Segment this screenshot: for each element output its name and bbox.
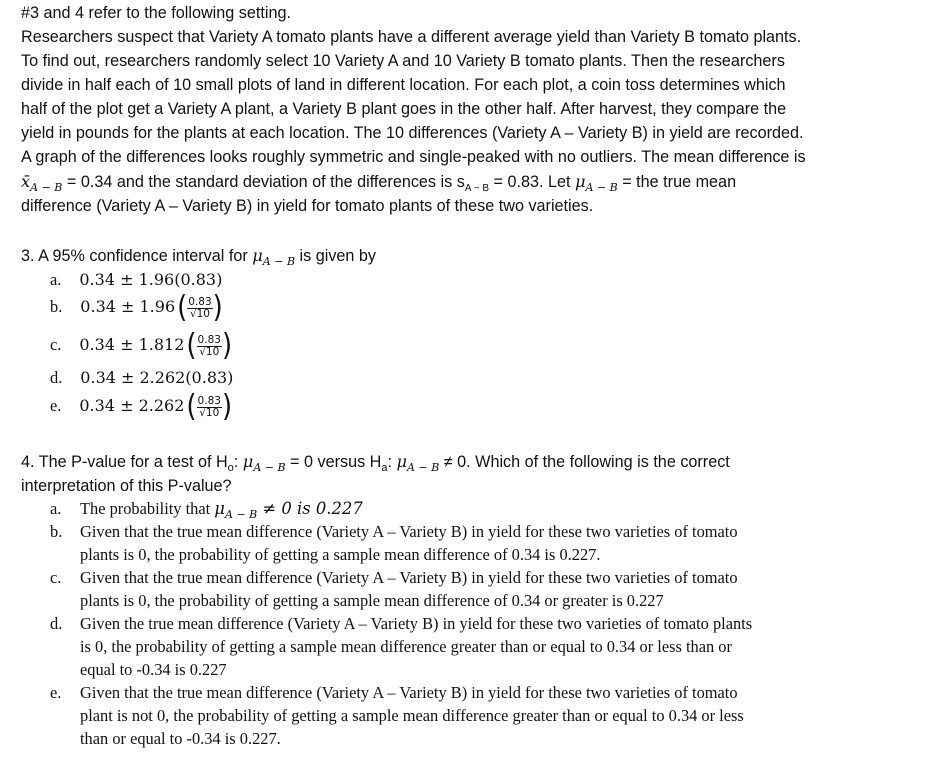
- mean-statement: = 0.34 and the standard deviation of the differences is s: [62, 173, 465, 191]
- sd-subscript: A − B: [464, 183, 489, 194]
- question-4-versus: = 0 versus H: [285, 453, 382, 471]
- setting-line: half of the plot get a Variety A plant, a Variety B plant goes in the other half. After harvest, they compare the: [21, 100, 787, 118]
- option-letter: a.: [50, 499, 62, 518]
- option-letter: d.: [50, 368, 63, 387]
- question-4-text-end: ≠ 0. Which of the following is the correct: [439, 453, 730, 471]
- question-4-colon: :: [387, 453, 397, 471]
- option-expression: 0.34 ± 1.96: [80, 297, 176, 316]
- option-letter: c.: [50, 335, 62, 354]
- setting-line: divide in half each of 10 small plots of land in different location. For each plot, a coin toss determines which: [21, 76, 786, 94]
- option-text-line: Given that the true mean difference (Variety A – Variety B) in yield for these two varieties of tomato: [80, 683, 738, 702]
- q3-option-b[interactable]: [50, 291, 223, 326]
- q4-option-e[interactable]: [50, 681, 920, 753]
- option-text-line: Given that the true mean difference (Variety A – Variety B) in yield for these two varieties of tomato: [80, 568, 738, 587]
- setting-line: difference (Variety A – Variety B) in yield for tomato plants of these two varieties.: [21, 197, 594, 215]
- mu-definition: = the true mean: [617, 173, 737, 191]
- xbar-symbol: x̄: [21, 172, 31, 191]
- setting-heading: #3 and 4 refer to the following setting.: [21, 4, 291, 22]
- fraction-numerator: 0.83: [188, 295, 212, 308]
- fraction: ( $\frac{0.83}{√10}$ ): [177, 291, 223, 326]
- mu-subscript: A − B: [253, 461, 286, 474]
- fraction-numerator: 0.83: [197, 333, 221, 346]
- fraction: ( $\frac{0.83}{√10}$ ): [186, 390, 233, 425]
- question-4-text: 4. The P-value for a test of H: [21, 453, 228, 471]
- mu-symbol: μ: [574, 172, 586, 191]
- option-text-line: plant is not 0, the probability of getting a sample mean difference greater than or equal to 0.34 or less: [80, 706, 744, 725]
- fraction-denominator: √10: [199, 406, 220, 419]
- option-expression: 0.34 ± 1.812: [79, 335, 185, 354]
- q4-option-b[interactable]: [50, 520, 920, 568]
- mu-subscript: A − B: [585, 181, 618, 194]
- question-3-stem: [21, 244, 376, 270]
- option-expression: 0.34 ± 1.96(0.83): [79, 270, 223, 289]
- mu-symbol: μ: [252, 246, 263, 265]
- q4-option-c[interactable]: [50, 566, 920, 614]
- option-text-line: plants is 0, the probability of getting a sample mean difference of 0.34 is 0.227.: [80, 545, 601, 564]
- sd-statement: = 0.83. Let: [489, 173, 575, 191]
- q3-option-a[interactable]: [50, 268, 222, 293]
- setting-line: A graph of the differences looks roughly symmetric and single-peaked with no outliers. The mean difference is: [21, 148, 806, 166]
- h0-subscript: o: [227, 462, 234, 474]
- option-letter: c.: [50, 568, 62, 587]
- setting-line-statistics: [21, 170, 736, 197]
- option-expression: 0.34 ± 2.262: [79, 396, 185, 415]
- mu-subscript: A − B: [224, 508, 258, 521]
- setting-line: Researchers suspect that Variety A tomato plants have a different average yield than Variety B tomato plants.: [21, 28, 802, 46]
- question-3-text: 3. A 95% confidence interval for: [21, 247, 253, 265]
- option-letter: a.: [50, 270, 62, 289]
- option-text-line: equal to -0.34 is 0.227: [80, 660, 227, 679]
- fraction-numerator: 0.83: [197, 394, 221, 407]
- option-text-line: Given that the true mean difference (Variety A – Variety B) in yield for these two varieties of tomato: [80, 522, 738, 541]
- setting-line: To find out, researchers randomly select 10 Variety A and 10 Variety B tomato plants. Then the researchers: [21, 52, 785, 70]
- option-text-line: than or equal to -0.34 is 0.227.: [80, 729, 281, 748]
- option-letter: b.: [50, 297, 63, 316]
- question-3-text-end: is given by: [295, 247, 377, 265]
- fraction-denominator: √10: [199, 345, 220, 358]
- ha-subscript: a: [381, 462, 388, 474]
- fraction-denominator: √10: [189, 307, 210, 320]
- option-text-start: The probability that: [80, 499, 215, 518]
- option-letter: b.: [50, 522, 63, 541]
- question-4-stem: [21, 450, 730, 476]
- mu-symbol: μ: [214, 499, 225, 518]
- option-letter: e.: [50, 683, 62, 702]
- q4-option-d[interactable]: [50, 612, 920, 684]
- q3-option-e[interactable]: [50, 390, 233, 425]
- option-text-line: plants is 0, the probability of getting a sample mean difference of 0.34 or greater is 0.227: [80, 591, 664, 610]
- option-text-end: ≠ 0 is 0.227: [257, 499, 363, 518]
- mu-symbol: μ: [242, 452, 254, 471]
- xbar-subscript: A − B: [30, 181, 63, 194]
- option-letter: e.: [50, 396, 62, 415]
- question-4-colon: :: [233, 453, 243, 471]
- option-text-line: is 0, the probability of getting a sample mean difference greater than or equal to 0.34 or less than or: [80, 637, 732, 656]
- option-text-line: Given the true mean difference (Variety A – Variety B) in yield for these two varieties of tomato plants: [80, 614, 753, 633]
- mu-subscript: A − B: [262, 255, 296, 268]
- q3-option-d[interactable]: [50, 366, 233, 391]
- mu-subscript: A − B: [407, 461, 440, 474]
- question-4-stem-line2: interpretation of this P-value?: [21, 477, 232, 495]
- q3-option-c[interactable]: [50, 329, 233, 364]
- setting-line: yield in pounds for the plants at each location. The 10 differences (Variety A – Variety B) in yield are recorded.: [21, 124, 804, 142]
- option-expression: 0.34 ± 2.262(0.83): [80, 368, 234, 387]
- option-letter: d.: [50, 614, 63, 633]
- fraction: ( $\frac{0.83}{√10}$ ): [186, 329, 233, 364]
- mu-symbol: μ: [396, 452, 408, 471]
